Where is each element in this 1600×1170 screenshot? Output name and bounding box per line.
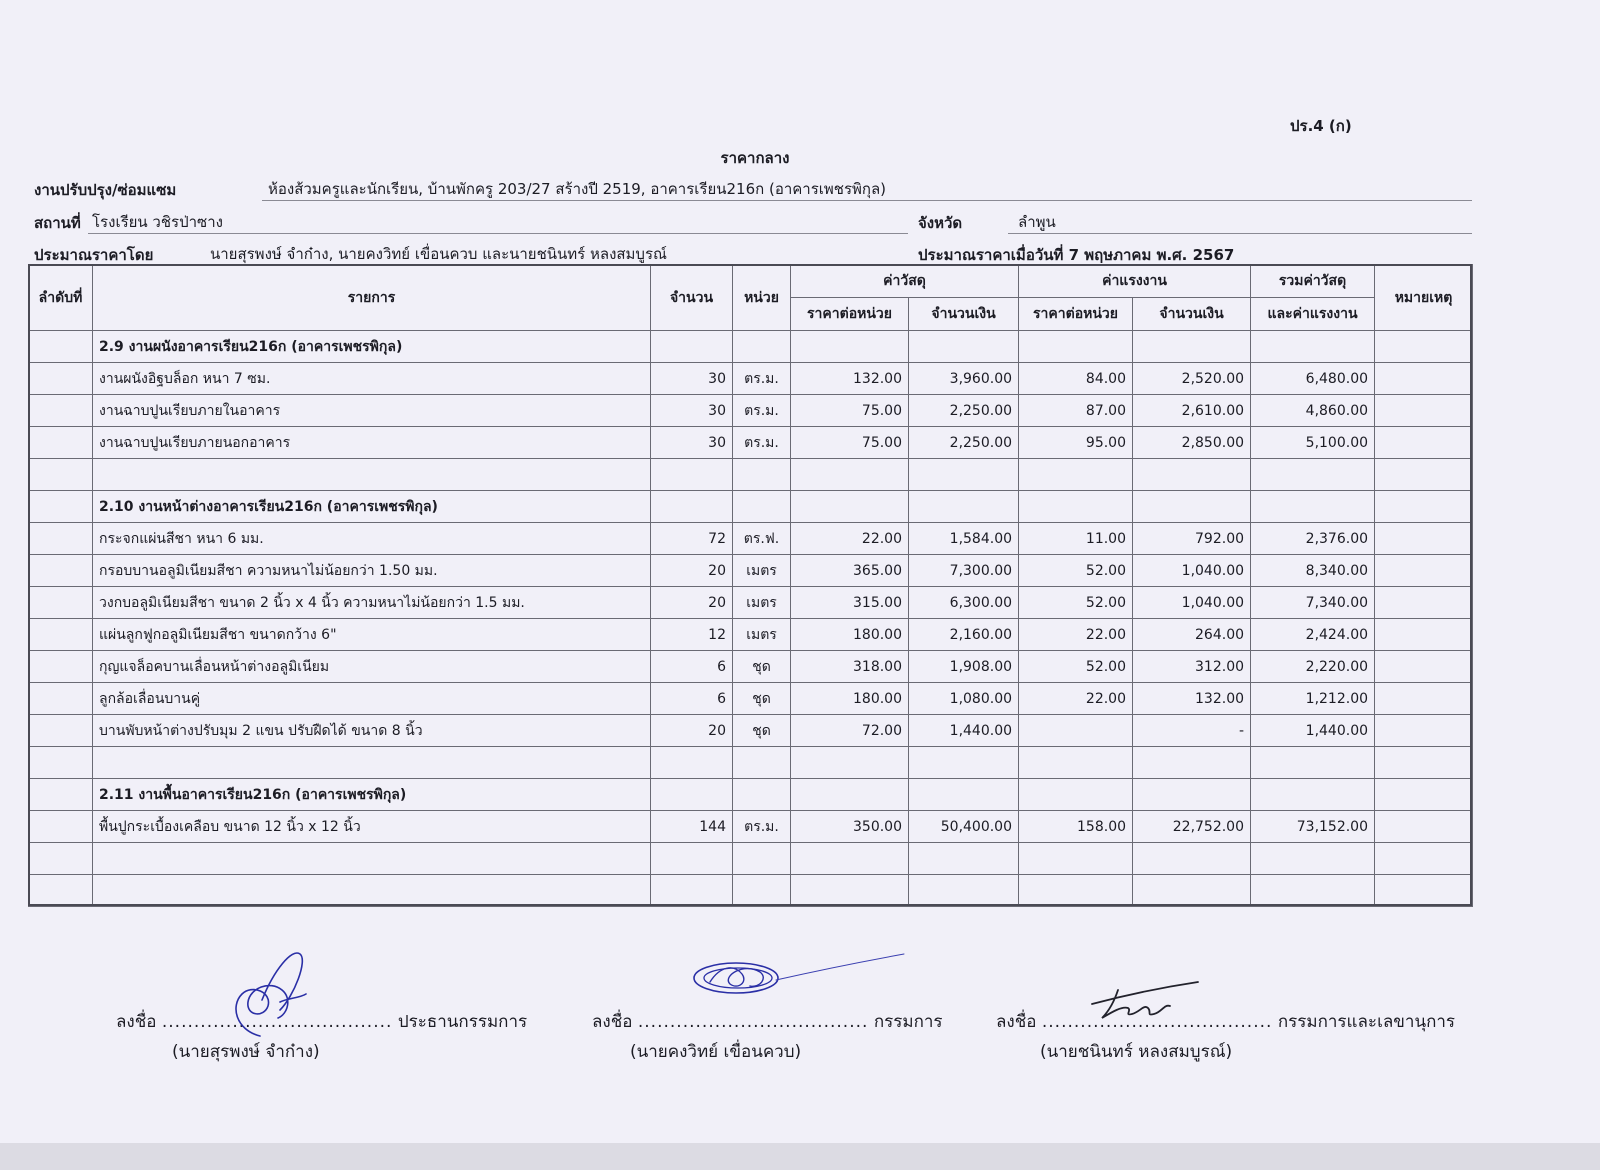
member-sign-label: ลงชื่อ (592, 1012, 633, 1032)
item-cell: พื้นปูกระเบื้องเคลือบ ขนาด 12 นิ้ว x 12 นิ้ว (93, 811, 651, 843)
labor-amount-cell: 1,040.00 (1133, 587, 1251, 619)
qty-cell: 30 (651, 363, 733, 395)
qty-cell: 20 (651, 555, 733, 587)
header-labor-unit-price: ราคาต่อหน่วย (1019, 298, 1133, 331)
material-unit-price-cell: 318.00 (791, 651, 909, 683)
material-unit-price-cell: 315.00 (791, 587, 909, 619)
chair-signature (222, 940, 312, 1050)
labor-unit-price-cell: 22.00 (1019, 683, 1133, 715)
material-amount-cell: 50,400.00 (909, 811, 1019, 843)
chair-sign-label: ลงชื่อ (116, 1012, 157, 1032)
chair-name: (นายสุรพงษ์ จำก๋าง) (172, 1042, 320, 1062)
member-sign-line (592, 1008, 943, 1035)
material-unit-price-cell: 350.00 (791, 811, 909, 843)
material-unit-price-cell: 75.00 (791, 395, 909, 427)
qty-cell: 144 (651, 811, 733, 843)
item-cell: กุญแจล็อคบานเลื่อนหน้าต่างอลูมิเนียม (93, 651, 651, 683)
total-cell: 73,152.00 (1251, 811, 1375, 843)
item-cell: 2.10 งานหน้าต่างอาคารเรียน216ก (อาคารเพชรพิกุล) (93, 491, 651, 523)
document-title: ราคากลาง (720, 149, 790, 167)
province-value: ลำพูน (1018, 213, 1056, 231)
material-amount-cell: 2,250.00 (909, 427, 1019, 459)
total-cell: 7,340.00 (1251, 587, 1375, 619)
header-remark: หมายเหตุ (1375, 265, 1473, 331)
chair-sign-line (116, 1008, 527, 1035)
header-material: ค่าวัสดุ (791, 265, 1019, 298)
secretary-name: (นายชนินทร์ หลงสมบูรณ์) (1040, 1042, 1233, 1062)
unit-cell: เมตร (733, 555, 791, 587)
estimator-label: ประมาณราคาโดย (34, 246, 154, 264)
place-label: สถานที่ (34, 214, 81, 232)
labor-amount-cell: - (1133, 715, 1251, 747)
header-unit: หน่วย (733, 265, 791, 331)
total-cell: 6,480.00 (1251, 363, 1375, 395)
labor-amount-cell: 792.00 (1133, 523, 1251, 555)
chair-sign-dots: .................................... (161, 1012, 393, 1032)
header-qty: จำนวน (651, 265, 733, 331)
unit-cell: ตร.ม. (733, 427, 791, 459)
total-cell: 8,340.00 (1251, 555, 1375, 587)
labor-amount-cell: 2,610.00 (1133, 395, 1251, 427)
item-cell: 2.11 งานพื้นอาคารเรียน216ก (อาคารเพชรพิกุล) (93, 779, 651, 811)
material-amount-cell: 7,300.00 (909, 555, 1019, 587)
header-labor: ค่าแรงงาน (1019, 265, 1251, 298)
qty-cell: 20 (651, 715, 733, 747)
secretary-signature (1088, 978, 1218, 1028)
material-unit-price-cell: 132.00 (791, 363, 909, 395)
material-amount-cell: 1,440.00 (909, 715, 1019, 747)
item-cell: แผ่นลูกฟูกอลูมิเนียมสีชา ขนาดกว้าง 6" (93, 619, 651, 651)
member-name: (นายคงวิทย์ เขื่อนควบ) (630, 1042, 802, 1062)
total-cell: 2,220.00 (1251, 651, 1375, 683)
labor-unit-price-cell: 52.00 (1019, 555, 1133, 587)
labor-unit-price-cell: 52.00 (1019, 651, 1133, 683)
place-value: โรงเรียน วชิรป่าซาง (92, 213, 223, 231)
header-total-line1: รวมค่าวัสดุ (1251, 265, 1375, 298)
total-cell: 4,860.00 (1251, 395, 1375, 427)
header-total-line2: และค่าแรงงาน (1251, 298, 1375, 331)
item-cell: 2.9 งานผนังอาคารเรียน216ก (อาคารเพชรพิกุล) (93, 331, 651, 363)
labor-unit-price-cell: 84.00 (1019, 363, 1133, 395)
labor-amount-cell: 1,040.00 (1133, 555, 1251, 587)
labor-unit-price-cell: 22.00 (1019, 619, 1133, 651)
total-cell: 1,212.00 (1251, 683, 1375, 715)
item-cell: ลูกล้อเลื่อนบานคู่ (93, 683, 651, 715)
total-cell: 5,100.00 (1251, 427, 1375, 459)
unit-cell: เมตร (733, 587, 791, 619)
province-underline (1008, 233, 1472, 234)
material-amount-cell: 1,080.00 (909, 683, 1019, 715)
material-amount-cell: 3,960.00 (909, 363, 1019, 395)
unit-cell: ตร.ม. (733, 395, 791, 427)
project-value: ห้องส้วมครูและนักเรียน, บ้านพักครู 203/27 สร้างปี 2519, อาคารเรียน216ก (อาคารเพชรพิกุล) (268, 180, 887, 198)
unit-cell: ตร.ม. (733, 811, 791, 843)
secretary-role: กรรมการและเลขานุการ (1277, 1012, 1456, 1032)
secretary-sign-label: ลงชื่อ (996, 1012, 1037, 1032)
item-cell: กระจกแผ่นสีชา หนา 6 มม. (93, 523, 651, 555)
labor-amount-cell: 2,520.00 (1133, 363, 1251, 395)
qty-cell: 30 (651, 395, 733, 427)
item-cell: วงกบอลูมิเนียมสีชา ขนาด 2 นิ้ว x 4 นิ้ว ความหนาไม่น้อยกว่า 1.5 มม. (93, 587, 651, 619)
secretary-sign-line (996, 1008, 1455, 1035)
qty-cell: 6 (651, 683, 733, 715)
header-material-amount: จำนวนเงิน (909, 298, 1019, 331)
material-amount-cell: 6,300.00 (909, 587, 1019, 619)
unit-cell: ตร.ฟ. (733, 523, 791, 555)
member-sign-dots: .................................... (637, 1012, 869, 1032)
unit-cell: ชุด (733, 651, 791, 683)
header-item: รายการ (93, 265, 651, 331)
labor-unit-price-cell: 11.00 (1019, 523, 1133, 555)
chair-role: ประธานกรรมการ (397, 1012, 528, 1032)
item-cell: งานฉาบปูนเรียบภายนอกอาคาร (93, 427, 651, 459)
header-labor-amount: จำนวนเงิน (1133, 298, 1251, 331)
unit-cell: ตร.ม. (733, 363, 791, 395)
unit-cell: ชุด (733, 715, 791, 747)
material-unit-price-cell: 180.00 (791, 683, 909, 715)
estimate-date: ประมาณราคาเมื่อวันที่ 7 พฤษภาคม พ.ศ. 2567 (918, 246, 1235, 264)
total-cell: 2,424.00 (1251, 619, 1375, 651)
material-unit-price-cell: 75.00 (791, 427, 909, 459)
project-label: งานปรับปรุง/ซ่อมแซม (34, 181, 177, 199)
qty-cell: 12 (651, 619, 733, 651)
scan-edge (0, 1143, 1600, 1170)
province-label: จังหวัด (918, 214, 963, 232)
item-cell: งานฉาบปูนเรียบภายในอาคาร (93, 395, 651, 427)
header-material-unit-price: ราคาต่อหน่วย (791, 298, 909, 331)
form-code: ปร.4 (ก) (1290, 117, 1352, 135)
material-unit-price-cell: 180.00 (791, 619, 909, 651)
qty-cell: 72 (651, 523, 733, 555)
unit-cell: ชุด (733, 683, 791, 715)
material-unit-price-cell: 365.00 (791, 555, 909, 587)
member-role: กรรมการ (873, 1012, 943, 1032)
total-cell: 2,376.00 (1251, 523, 1375, 555)
material-amount-cell: 2,250.00 (909, 395, 1019, 427)
secretary-sign-dots: .................................... (1041, 1012, 1273, 1032)
project-underline (262, 200, 1472, 201)
qty-cell: 30 (651, 427, 733, 459)
qty-cell: 6 (651, 651, 733, 683)
qty-cell: 20 (651, 587, 733, 619)
material-unit-price-cell: 22.00 (791, 523, 909, 555)
item-cell: กรอบบานอลูมิเนียมสีชา ความหนาไม่น้อยกว่า 1.50 มม. (93, 555, 651, 587)
material-amount-cell: 2,160.00 (909, 619, 1019, 651)
labor-amount-cell: 132.00 (1133, 683, 1251, 715)
labor-unit-price-cell: 87.00 (1019, 395, 1133, 427)
labor-unit-price-cell: 95.00 (1019, 427, 1133, 459)
table-frame (28, 264, 1472, 906)
labor-amount-cell: 22,752.00 (1133, 811, 1251, 843)
material-amount-cell: 1,584.00 (909, 523, 1019, 555)
member-signature (690, 948, 910, 1008)
labor-amount-cell: 312.00 (1133, 651, 1251, 683)
labor-unit-price-cell: 158.00 (1019, 811, 1133, 843)
estimator-value: นายสุรพงษ์ จำก๋าง, นายคงวิทย์ เขื่อนควบ และนายชนินทร์ หลงสมบูรณ์ (210, 245, 667, 263)
header-seq: ลำดับที่ (29, 265, 93, 331)
item-cell: บานพับหน้าต่างปรับมุม 2 แขน ปรับฝืดได้ ขนาด 8 นิ้ว (93, 715, 651, 747)
material-amount-cell: 1,908.00 (909, 651, 1019, 683)
labor-amount-cell: 2,850.00 (1133, 427, 1251, 459)
total-cell: 1,440.00 (1251, 715, 1375, 747)
place-underline (88, 233, 908, 234)
labor-unit-price-cell: 52.00 (1019, 587, 1133, 619)
labor-amount-cell: 264.00 (1133, 619, 1251, 651)
item-cell: งานผนังอิฐบล็อก หนา 7 ซม. (93, 363, 651, 395)
unit-cell: เมตร (733, 619, 791, 651)
material-unit-price-cell: 72.00 (791, 715, 909, 747)
